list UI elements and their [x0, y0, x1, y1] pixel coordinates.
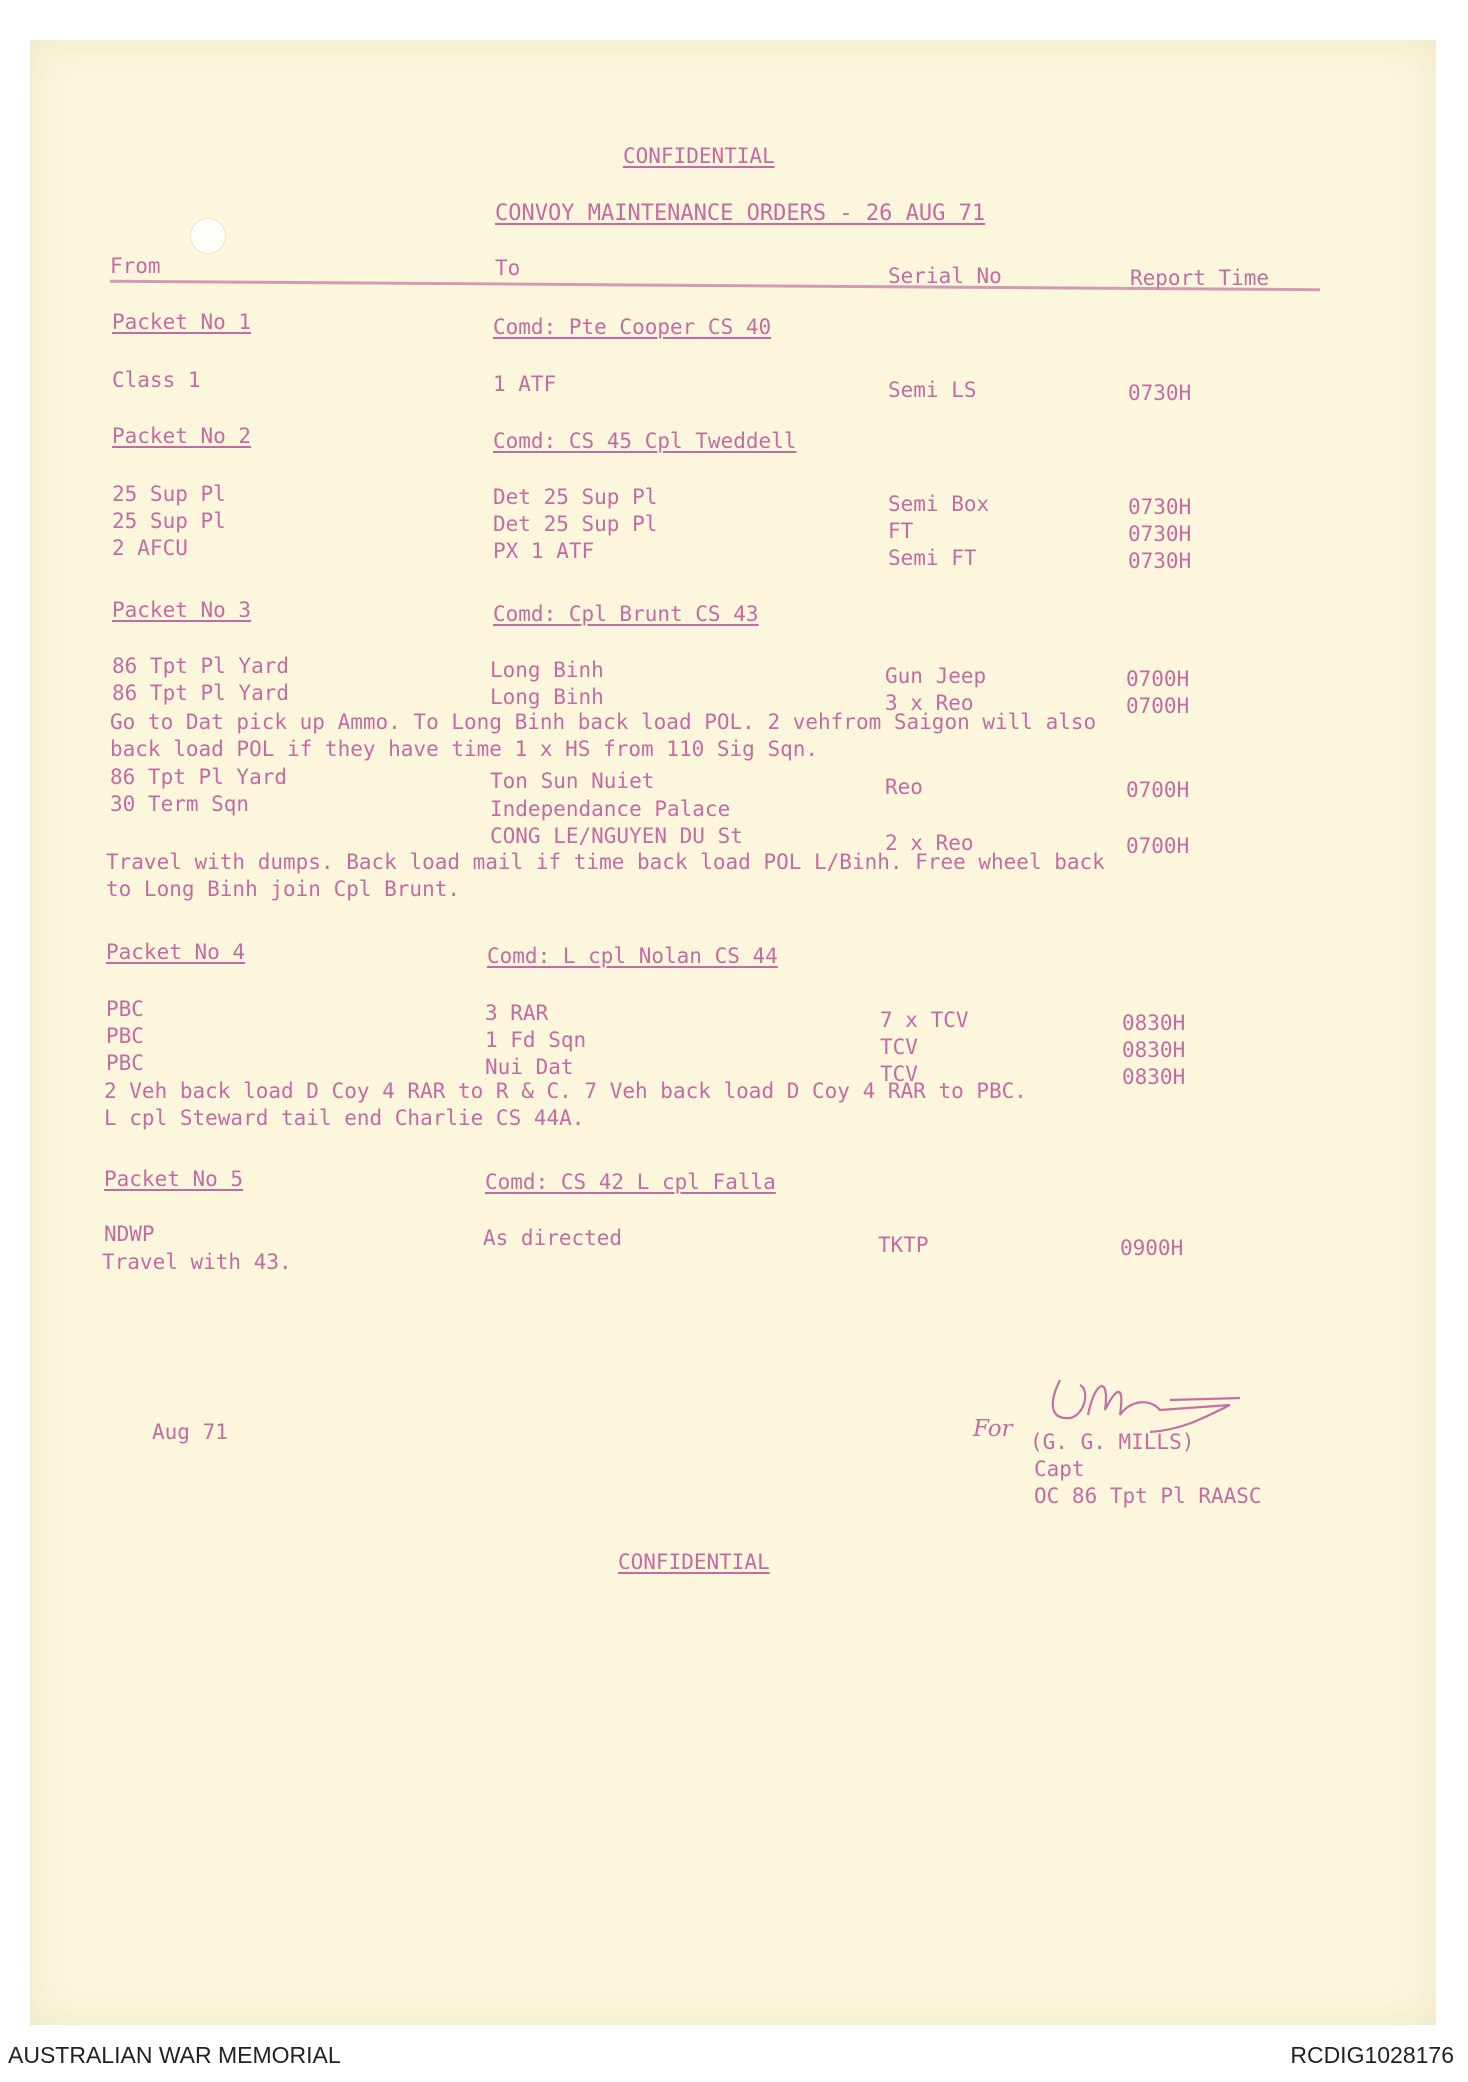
packet-4-label: Packet No 4 — [106, 940, 246, 964]
p3-row5-time: 0700H — [1126, 834, 1190, 858]
p1-row1-to: 1 ATF — [493, 372, 557, 396]
p3-note-3: Travel with dumps. Back load mail if time back load POL L/Binh. Free wheel back — [106, 850, 1105, 874]
p3-row1-time: 0700H — [1126, 667, 1190, 691]
p3-row3-time: 0700H — [1126, 778, 1190, 802]
p4-note-1: 2 Veh back load D Coy 4 RAR to R & C. 7 Veh back load D Coy 4 RAR to PBC. — [104, 1079, 1027, 1103]
p3-row5-serial: 2 x Reo — [885, 831, 974, 855]
p5-row1-serial: TKTP — [878, 1233, 929, 1257]
packet-3-label: Packet No 3 — [112, 598, 252, 622]
p2-row3-time: 0730H — [1128, 549, 1192, 573]
p4-row2-serial: TCV — [880, 1035, 918, 1059]
packet-5-label: Packet No 5 — [104, 1167, 244, 1191]
p4-row3-to: Nui Dat — [485, 1055, 574, 1079]
p4-row2-from: PBC — [106, 1024, 144, 1048]
p3-row5-to: CONG LE/NGUYEN DU St — [490, 824, 743, 848]
p2-row2-from: 25 Sup Pl — [112, 509, 226, 533]
p3-row4-from: 30 Term Sqn — [110, 792, 250, 816]
packet-1-comd: Comd: Pte Cooper CS 40 — [493, 315, 772, 339]
p4-row3-serial: TCV — [880, 1062, 918, 1086]
p3-row4-to: Independance Palace — [490, 797, 731, 821]
p3-row2-serial: 3 x Reo — [885, 691, 974, 715]
p3-note-2: back load POL if they have time 1 x HS from 110 Sig Sqn. — [110, 737, 819, 761]
p4-row3-time: 0830H — [1122, 1065, 1186, 1089]
packet-4-comd: Comd: L cpl Nolan CS 44 — [487, 944, 778, 968]
p2-row3-serial: Semi FT — [888, 546, 977, 570]
p3-row3-from: 86 Tpt Pl Yard — [110, 765, 288, 789]
p4-row1-to: 3 RAR — [485, 1001, 549, 1025]
p4-row2-time: 0830H — [1122, 1038, 1186, 1062]
p4-row1-time: 0830H — [1122, 1011, 1186, 1035]
p3-row2-to: Long Binh — [490, 685, 604, 709]
signatory-name: (G. G. MILLS) — [1030, 1430, 1195, 1454]
p2-row2-serial: FT — [888, 519, 914, 543]
p3-row3-to: Ton Sun Nuiet — [490, 769, 655, 793]
p2-row1-to: Det 25 Sup Pl — [493, 485, 658, 509]
p2-row3-from: 2 AFCU — [112, 536, 188, 560]
p3-note-1: Go to Dat pick up Ammo. To Long Binh back load POL. 2 vehfrom Saigon will also — [110, 710, 1097, 734]
p2-row1-serial: Semi Box — [888, 492, 990, 516]
p2-row1-time: 0730H — [1128, 495, 1192, 519]
p2-row2-time: 0730H — [1128, 522, 1192, 546]
p5-row1-to: As directed — [483, 1226, 623, 1250]
packet-3-comd: Comd: Cpl Brunt CS 43 — [493, 602, 759, 626]
packet-2-comd: Comd: CS 45 Cpl Tweddell — [493, 429, 797, 453]
p1-row1-time: 0730H — [1128, 381, 1192, 405]
p3-row1-from: 86 Tpt Pl Yard — [112, 654, 290, 678]
p3-note-4: to Long Binh join Cpl Brunt. — [106, 877, 461, 901]
footer-record-id: RCDIG1028176 — [1290, 2042, 1454, 2068]
packet-5-comd: Comd: CS 42 L cpl Falla — [485, 1170, 776, 1194]
col-header-serial: Serial No — [888, 264, 1002, 288]
signatory-appointment: OC 86 Tpt Pl RAASC — [1034, 1484, 1262, 1508]
p5-row1-from: NDWP — [104, 1222, 155, 1246]
p5-row1-time: 0900H — [1120, 1236, 1184, 1260]
p3-row1-to: Long Binh — [490, 658, 604, 682]
p3-row3-serial: Reo — [885, 775, 923, 799]
for-annotation: For — [973, 1416, 1013, 1442]
packet-2-label: Packet No 2 — [112, 424, 252, 448]
col-header-to: To — [495, 256, 521, 280]
p3-row2-time: 0700H — [1126, 694, 1190, 718]
p4-row1-from: PBC — [106, 997, 144, 1021]
document-date: Aug 71 — [152, 1420, 228, 1444]
p3-row1-serial: Gun Jeep — [885, 664, 987, 688]
p4-row2-to: 1 Fd Sqn — [485, 1028, 587, 1052]
p3-row2-from: 86 Tpt Pl Yard — [112, 681, 290, 705]
p4-row1-serial: 7 x TCV — [880, 1008, 969, 1032]
p5-note-1: Travel with 43. — [102, 1250, 292, 1274]
p2-row2-to: Det 25 Sup Pl — [493, 512, 658, 536]
punch-hole — [190, 218, 226, 254]
packet-1-label: Packet No 1 — [112, 310, 252, 334]
p2-row3-to: PX 1 ATF — [493, 539, 595, 563]
p1-row1-serial: Semi LS — [888, 378, 977, 402]
footer-archive-name: AUSTRALIAN WAR MEMORIAL — [8, 2042, 341, 2068]
p4-row3-from: PBC — [106, 1051, 144, 1075]
p4-note-2: L cpl Steward tail end Charlie CS 44A. — [104, 1106, 585, 1130]
p1-row1-from: Class 1 — [112, 368, 201, 392]
p2-row1-from: 25 Sup Pl — [112, 482, 226, 506]
col-header-from: From — [110, 254, 161, 278]
col-header-report-time: Report Time — [1130, 266, 1270, 290]
document-title: CONVOY MAINTENANCE ORDERS - 26 AUG 71 — [495, 201, 986, 226]
classification-bottom: CONFIDENTIAL — [618, 1550, 770, 1574]
classification-top: CONFIDENTIAL — [623, 144, 775, 168]
document-page — [30, 40, 1436, 2025]
signatory-rank: Capt — [1034, 1457, 1085, 1481]
